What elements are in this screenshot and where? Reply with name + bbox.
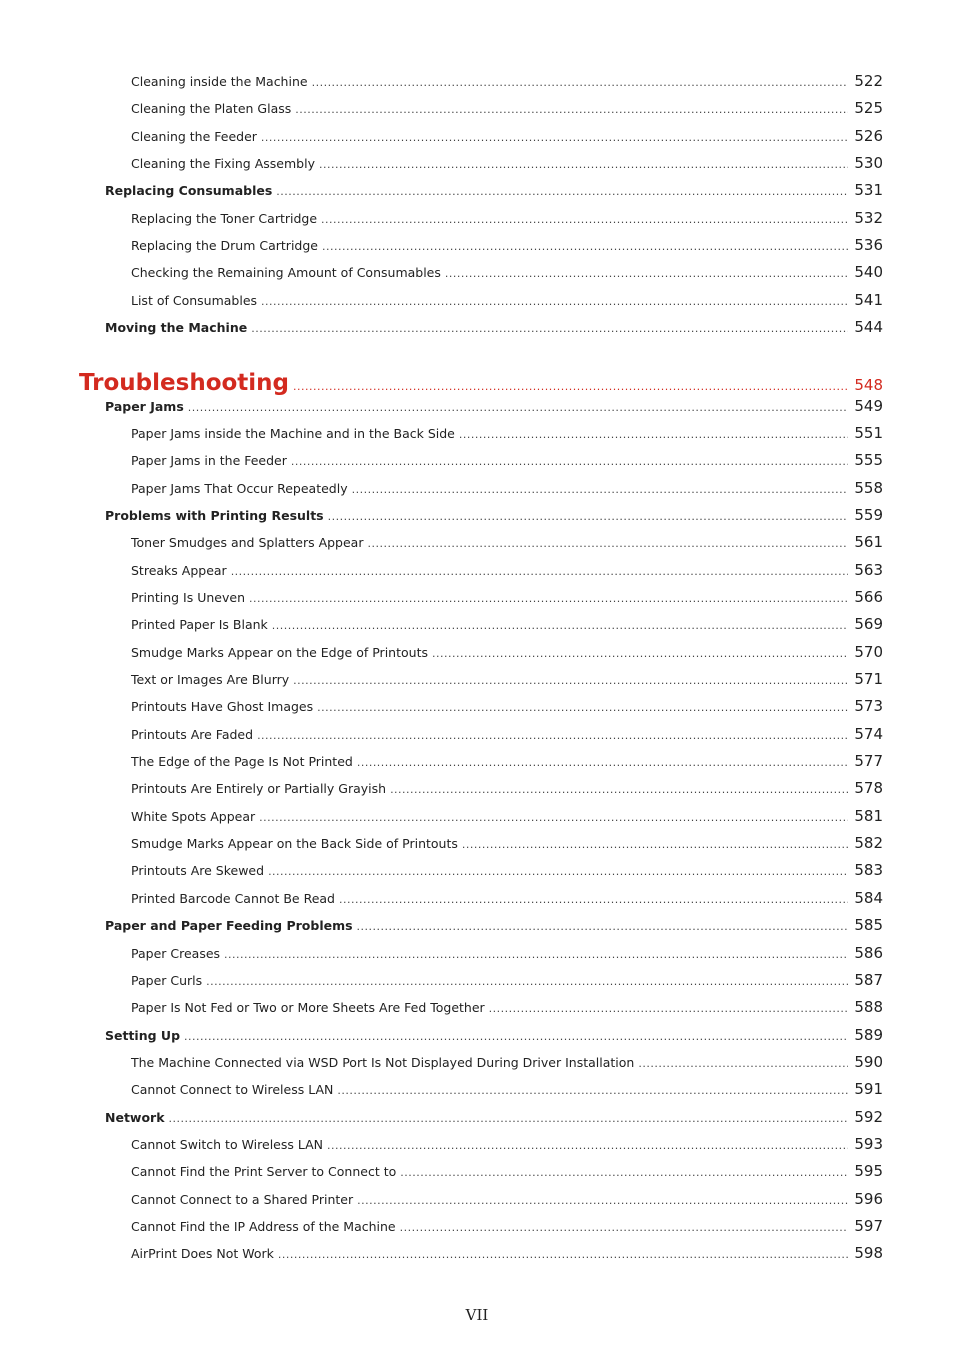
dot-leader [206,975,848,988]
toc-entry-page: 581 [854,806,883,825]
toc-entry-label: Network [105,1109,165,1125]
toc-entry-label: Moving the Machine [105,320,248,336]
toc-entry[interactable] [131,834,883,860]
dot-leader [251,322,848,335]
dot-leader [291,455,848,468]
toc-entry-label: Paper Jams That Occur Repeatedly [131,480,348,496]
toc-entry-page: 578 [854,779,883,798]
toc-entry-page: 586 [854,943,883,962]
dot-leader [357,920,849,933]
toc-entry-page: 544 [854,318,883,337]
dot-leader [400,1166,848,1179]
toc-section[interactable] [105,506,883,532]
toc-entry-label: Toner Smudges and Splatters Appear [131,535,364,551]
dot-leader [462,838,848,851]
toc-entry-page: 548 [854,375,883,394]
toc-entry-label: Paper Jams inside the Machine and in the Back Side [131,425,455,441]
toc-entry[interactable] [131,533,883,559]
dot-leader [249,592,848,605]
toc-entry[interactable] [131,263,883,289]
toc-entry-page: 569 [854,615,883,634]
toc-entry[interactable] [131,72,883,98]
toc-entry-label: The Edge of the Page Is Not Printed [131,754,353,770]
toc-entry[interactable] [131,236,883,262]
toc-entry[interactable] [131,127,883,153]
toc-entry-label: Paper Creases [131,945,221,961]
toc-entry[interactable] [131,861,883,887]
toc-entry-label: Cannot Find the IP Address of the Machine [131,1219,396,1234]
dot-leader [276,185,848,198]
toc-entry-label: Printed Barcode Cannot Be Read [131,890,335,906]
toc-entry-label: Problems with Printing Results [105,507,324,523]
toc-entry-label: Cleaning the Feeder [131,128,257,144]
toc-entry[interactable] [131,1244,883,1270]
dot-leader [259,811,848,824]
toc-entry-page: 530 [854,154,883,173]
toc-entry-page: 526 [854,126,883,145]
toc-entry-page: 532 [854,208,883,227]
toc-entry[interactable] [131,615,883,641]
toc-entry[interactable] [131,1135,883,1161]
dot-leader [268,865,848,878]
dot-leader [319,158,848,171]
toc-entry-page: 597 [854,1217,883,1235]
toc-entry-page: 589 [854,1025,883,1044]
toc-entry-page: 558 [854,478,883,497]
toc-entry-label: Printouts Are Skewed [131,863,265,879]
toc-entry-label: Paper Is Not Fed or Two or More Sheets Are Fed Together [131,1000,485,1016]
toc-entry-page: 559 [854,505,883,524]
toc-entry[interactable] [131,561,883,587]
toc-entry-label: Replacing the Toner Cartridge [131,210,318,226]
toc-entry[interactable] [131,99,883,125]
toc-entry-page: 522 [854,72,883,90]
toc-entry-page: 561 [854,533,883,552]
toc-entry-label: Replacing Consumables [105,183,273,199]
toc-entry-page: 577 [854,752,883,771]
toc-entry-label: Text or Images Are Blurry [131,672,290,687]
toc-entry[interactable] [131,1080,883,1106]
toc-entry-label: Paper Jams in the Feeder [131,453,287,469]
toc-entry[interactable] [131,1217,883,1243]
dot-leader [231,565,849,578]
dot-leader [638,1057,848,1070]
toc-entry[interactable] [131,588,883,614]
toc-entry[interactable] [131,889,883,915]
toc-entry-page: 570 [854,642,883,661]
toc-entry-page: 583 [854,861,883,880]
dot-leader [317,701,848,714]
toc-entry-label: Cleaning the Fixing Assembly [131,156,315,172]
toc-entry[interactable] [131,670,883,696]
toc-entry[interactable] [131,725,883,751]
toc-entry-page: 585 [854,916,883,935]
dot-leader [321,213,848,226]
toc-entry-page: 592 [854,1107,883,1126]
toc-entry-page: 566 [854,587,883,606]
dot-leader [357,1194,848,1207]
toc-entry-page: 536 [854,236,883,255]
dot-leader [224,948,848,961]
toc-entry-label: Cannot Find the Print Server to Connect to [131,1164,397,1180]
toc-entry-page: 596 [854,1189,883,1208]
toc-entry-label: AirPrint Does Not Work [131,1246,274,1262]
toc-entry-label: Cleaning the Platen Glass [131,101,292,117]
toc-entry[interactable] [131,752,883,778]
toc-entry-page: 531 [854,181,883,200]
dot-leader [295,103,848,116]
dot-leader [169,1112,849,1125]
toc-section[interactable] [105,916,883,942]
toc-entry[interactable] [131,154,883,180]
dot-leader [352,483,849,496]
dot-leader [390,783,848,796]
toc-section[interactable] [105,1026,883,1052]
toc-entry-label: Troubleshooting [79,369,290,396]
toc-chapter[interactable] [79,370,883,396]
toc-entry-page: 571 [854,670,883,688]
page-number: VII [465,1306,489,1324]
toc-entry[interactable] [131,479,883,505]
toc-entry[interactable] [131,1190,883,1216]
toc-section[interactable] [105,397,883,423]
dot-leader [257,729,848,742]
toc-entry-label: Printouts Have Ghost Images [131,699,314,715]
toc-section[interactable] [105,181,883,207]
toc-entry-label: Streaks Appear [131,562,227,578]
toc-entry-label: Smudge Marks Appear on the Back Side of Printouts [131,836,458,852]
toc-entry-label: Paper Jams [105,398,184,414]
toc-entry[interactable] [131,944,883,970]
toc-entry-page: 555 [854,451,883,470]
toc-entry-page: 598 [854,1244,883,1263]
toc-entry-label: Cannot Connect to Wireless LAN [131,1082,334,1098]
toc-entry-page: 573 [854,697,883,716]
dot-leader [339,893,848,906]
toc-entry[interactable] [131,1053,883,1079]
dot-leader [188,401,849,414]
toc-entry[interactable] [131,807,883,833]
toc-entry-page: 563 [854,560,883,579]
dot-leader [293,380,848,393]
toc-entry-label: The Machine Connected via WSD Port Is Not Displayed During Driver Installation [131,1054,635,1070]
dot-leader [261,131,848,144]
toc-entry-page: 590 [854,1052,883,1071]
dot-leader [400,1221,849,1234]
toc-entry[interactable] [131,209,883,235]
dot-leader [432,647,848,660]
toc-entry-label: List of Consumables [131,292,258,308]
toc-entry-page: 588 [854,998,883,1017]
toc-entry[interactable] [131,424,883,450]
dot-leader [278,1248,848,1261]
toc-entry[interactable] [131,643,883,669]
dot-leader [445,267,848,280]
toc-section[interactable] [105,1108,883,1134]
dot-leader [272,619,849,632]
dot-leader [327,1139,848,1152]
toc-entry-label: Paper Curls [131,972,203,988]
toc-entry-page: 593 [854,1134,883,1153]
toc-entry-page: 587 [854,970,883,989]
toc-entry[interactable] [131,451,883,477]
dot-leader [184,1030,848,1043]
toc-entry-page: 595 [854,1162,883,1181]
toc-entry-page: 591 [854,1080,883,1099]
dot-leader [293,674,848,687]
dot-leader [322,240,848,253]
toc-entry[interactable] [131,697,883,723]
toc-entry[interactable] [131,779,883,805]
toc-entry-page: 582 [854,834,883,853]
dot-leader [261,295,848,308]
toc-entry-page: 540 [854,263,883,282]
toc-entry-page: 525 [854,99,883,118]
toc-entry-label: Paper and Paper Feeding Problems [105,918,353,934]
toc-entry-label: White Spots Appear [131,808,256,824]
toc-entry-page: 551 [854,423,883,442]
toc-entry-label: Cleaning inside the Machine [131,74,308,89]
toc-entry-page: 549 [854,396,883,415]
toc-entry[interactable] [131,971,883,997]
dot-leader [328,510,849,523]
toc-entry-label: Setting Up [105,1027,181,1043]
toc-entry-label: Checking the Remaining Amount of Consumables [131,265,441,281]
dot-leader [357,756,849,769]
toc-entry-label: Printouts Are Entirely or Partially Grayish [131,781,387,797]
toc-entry-page: 574 [854,724,883,743]
toc-entry-label: Cannot Connect to a Shared Printer [131,1191,354,1207]
toc-entry-label: Printing Is Uneven [131,589,246,605]
toc-entry-label: Smudge Marks Appear on the Edge of Printouts [131,644,428,660]
toc-entry[interactable] [131,998,883,1024]
dot-leader [337,1084,848,1097]
dot-leader [312,76,849,89]
toc-entry[interactable] [131,291,883,317]
toc-entry-page: 584 [854,888,883,907]
toc-entry-label: Replacing the Drum Cartridge [131,238,318,254]
toc-entry-label: Printouts Are Faded [131,726,254,742]
toc-entry-page: 541 [854,290,883,309]
dot-leader [367,537,848,550]
dot-leader [459,428,849,441]
toc-entry[interactable] [131,1162,883,1188]
toc-entry-label: Printed Paper Is Blank [131,617,268,633]
toc-entry-label: Cannot Switch to Wireless LAN [131,1136,324,1152]
dot-leader [489,1002,849,1015]
toc-section[interactable] [105,318,883,344]
